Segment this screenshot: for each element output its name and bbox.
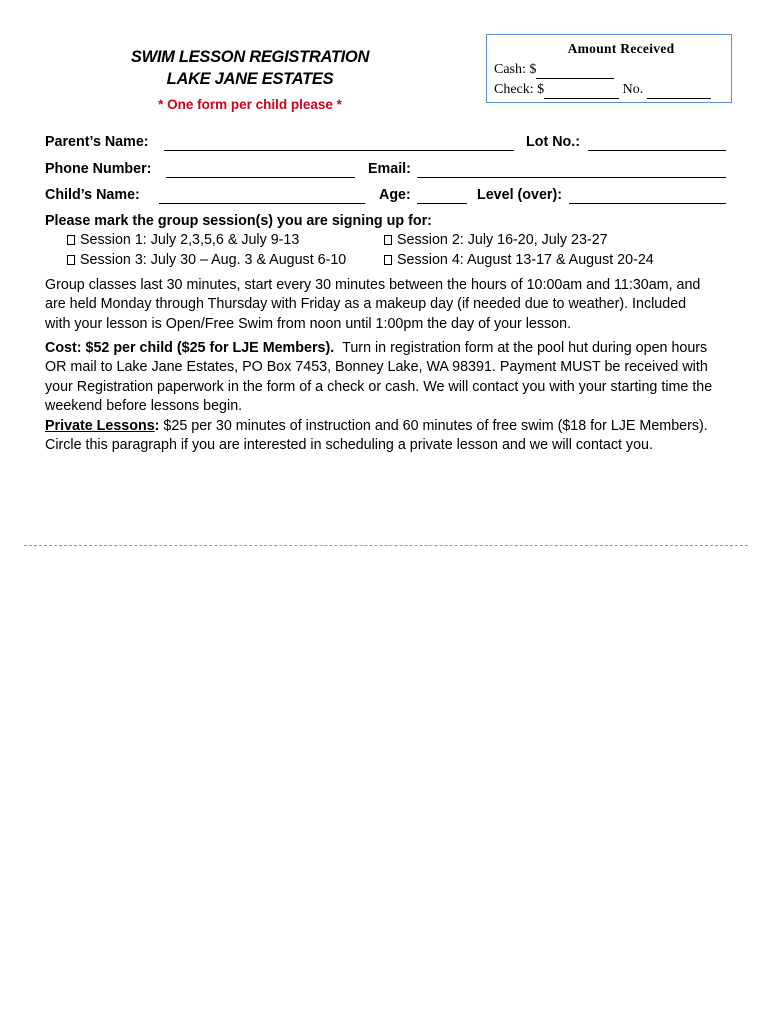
session-4-label: Session 4: August 13-17 & August 20-24: [397, 252, 654, 268]
sessions-heading: Please mark the group session(s) you are signing up for:: [45, 213, 432, 229]
private-lessons-paragraph: [45, 417, 715, 456]
cost-paragraph: [45, 339, 715, 416]
session-2-option[interactable]: [384, 232, 608, 248]
parent-name-label: Parent’s Name:: [45, 134, 149, 150]
private-lessons-colon: :: [154, 418, 160, 434]
phone-label: Phone Number:: [45, 161, 152, 177]
amount-received-heading: Amount Received: [567, 41, 675, 56]
private-lessons-heading: Private Lessons: [45, 418, 155, 434]
page-divider: [24, 545, 748, 546]
private-lessons-text: $25 per 30 minutes of instruction and 60 minutes of free swim ($18 for LJE Members). Circle this paragraph if you are interested in scheduling a private lesson and we will contact you.: [45, 418, 708, 454]
email-label: Email:: [368, 161, 411, 177]
lot-no-label: Lot No.:: [526, 134, 580, 150]
cash-blank[interactable]: [536, 62, 614, 79]
checkbox-icon[interactable]: [67, 255, 75, 265]
amount-received-box: [486, 34, 732, 103]
phone-blank[interactable]: [166, 177, 355, 178]
check-label: Check: $: [494, 82, 545, 97]
session-2-label: Session 2: July 16-20, July 23-27: [397, 232, 608, 248]
session-1-option[interactable]: [67, 232, 299, 248]
parent-row: [45, 134, 735, 154]
form-title-line1: SWIM LESSON REGISTRATION: [130, 48, 370, 66]
child-name-blank[interactable]: [159, 203, 365, 204]
checkbox-icon[interactable]: [384, 255, 392, 265]
check-no-label: No.: [622, 82, 644, 97]
email-blank[interactable]: [417, 177, 726, 178]
child-name-label: Child’s Name:: [45, 187, 140, 203]
level-blank[interactable]: [569, 203, 726, 204]
child-row: [45, 187, 735, 207]
session-1-label: Session 1: July 2,3,5,6 & July 9-13: [80, 232, 300, 248]
cost-heading: Cost: $52 per child ($25 for LJE Members).: [45, 340, 335, 356]
cash-label: Cash: $: [494, 62, 537, 77]
parent-name-blank[interactable]: [164, 150, 514, 151]
check-amount-blank[interactable]: [544, 82, 619, 99]
session-3-option[interactable]: [67, 252, 346, 268]
form-subtitle: * One form per child please *: [158, 97, 342, 112]
session-3-label: Session 3: July 30 – Aug. 3 & August 6-10: [80, 252, 347, 268]
checkbox-icon[interactable]: [67, 235, 75, 245]
age-blank[interactable]: [417, 203, 467, 204]
checkbox-icon[interactable]: [384, 235, 392, 245]
level-label: Level (over):: [477, 187, 563, 203]
lot-no-blank[interactable]: [588, 150, 726, 151]
cash-line: [494, 62, 614, 79]
group-classes-paragraph: Group classes last 30 minutes, start every 30 minutes between the hours of 10:00am and 11:30am, and are held Monday through Thursday with Friday as a makeup day (if needed due to weather). Included with your lesson is Open/Free Swim from noon until 1:00pm the day of your lesson.: [45, 277, 701, 332]
phone-row: [45, 161, 735, 181]
check-no-blank[interactable]: [647, 82, 711, 99]
session-4-option[interactable]: [384, 252, 654, 268]
form-title-line2: LAKE JANE ESTATES: [166, 70, 334, 88]
cost-text: Turn in registration form at the pool hut during open hours OR mail to Lake Jane Estates, PO Box 7453, Bonney Lake, WA 98391. Payment MUST be received with your Registration paperwork in the form of a check or cash. We will contact you with your starting time the weekend before lessons begin.: [45, 340, 713, 414]
age-label: Age:: [379, 187, 411, 203]
check-line: [494, 82, 711, 99]
